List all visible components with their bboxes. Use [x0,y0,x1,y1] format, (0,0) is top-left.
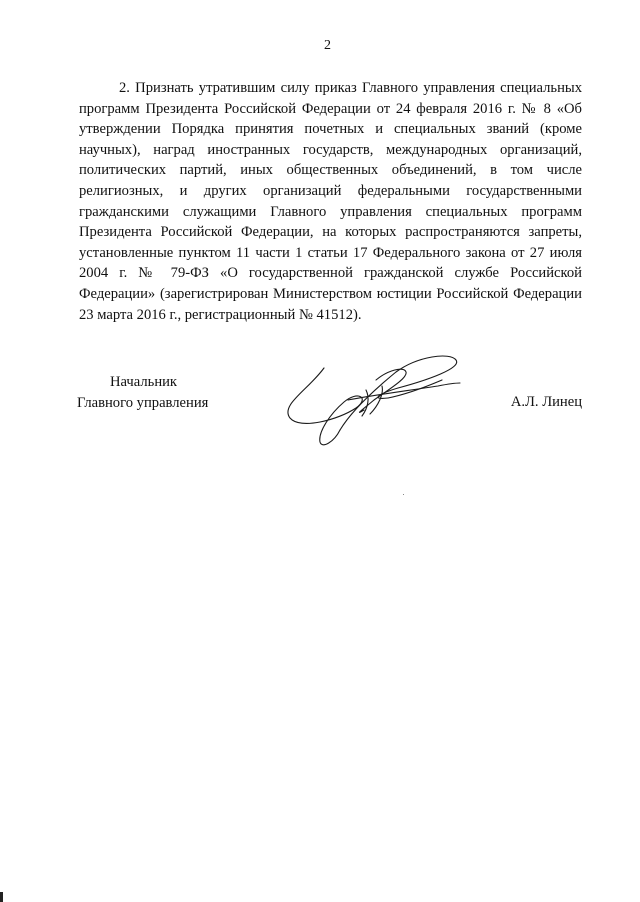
signatory-title-line2: Главного управления [77,394,209,411]
handwritten-signature [278,350,478,450]
signatory-name: А.Л. Линец [510,394,582,410]
page-number: 2 [324,38,331,53]
scan-edge-mark [0,892,3,902]
signatory-title [77,372,208,413]
scan-speck [403,494,404,495]
body-paragraph: 2. Признать утратившим силу приказ Главного управления специальных программ Президента Российской Федерации от 24 февраля 2016 г. № 8 «Об утверждении Порядка принятия почетных и специальных званий (кроме научных), наград иностранных государств, международных организаций, политических партий, иных общественных объединений, в том числе религиозных, и других организаций федеральными государственными гражданскими служащими Главного управления специальных программ Президента Российской Федерации, на которых распространяются запреты, установленные пунктом 11 части 1 статьи 17 Федерального закона от 27 июля 2004 г. № 79-ФЗ «О государственной гражданской службе Российской Федерации» (зарегистрирован Министерством юстиции Российской Федерации 23 марта 2016 г., регистрационный № 41512). [79,80,582,323]
signatory-title-line1: Начальник [110,374,178,390]
